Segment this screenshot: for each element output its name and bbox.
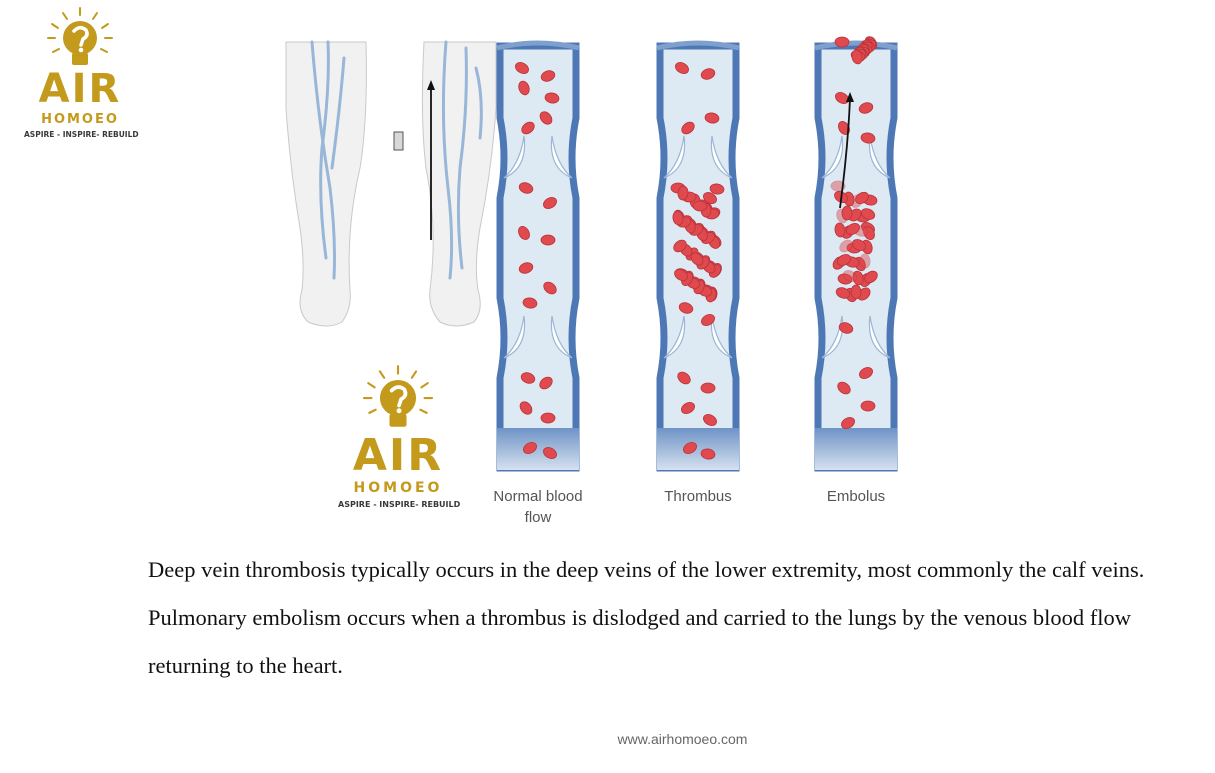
red-blood-cell — [835, 37, 849, 47]
red-blood-cell — [541, 235, 555, 245]
vein-wall — [818, 46, 894, 468]
brand-sub: HOMOEO — [353, 480, 443, 496]
brand-name: AIR — [38, 66, 122, 112]
label-embolus: Embolus — [826, 488, 886, 505]
label-normal-blood-flow: Normal blood flow — [493, 488, 583, 526]
red-blood-cell — [693, 201, 707, 211]
vein-segment-lower — [657, 428, 739, 470]
vein-segment-lower — [497, 428, 579, 470]
website-link[interactable]: www.airhomoeo.com — [617, 731, 748, 747]
brand-logo-middle — [338, 364, 461, 512]
vein-thrombus — [657, 43, 739, 470]
brand-name: AIR — [352, 430, 444, 481]
red-blood-cell — [851, 285, 861, 299]
vein-wall — [500, 46, 576, 468]
red-blood-cell — [842, 206, 852, 220]
vein-normal — [497, 43, 579, 470]
brand-logo-top — [24, 6, 139, 139]
caption-paragraph: Deep vein thrombosis typically occurs in the deep veins of the lower extremity, most commonly the calf veins. Pulmonary embolism occurs when a thrombus is dislodged and carried to the lungs by the venous blood flow returning to the heart. — [148, 557, 1145, 678]
brand-tagline: ASPIRE - INSPIRE- REBUILD — [338, 500, 461, 509]
vein-embolus — [815, 34, 897, 470]
brand-tagline: ASPIRE - INSPIRE- REBUILD — [24, 130, 139, 139]
red-blood-cell — [541, 413, 555, 423]
red-blood-cell — [861, 401, 875, 411]
lower-legs-illustration — [286, 42, 496, 326]
lightbulb-head-icon — [45, 6, 115, 70]
lightbulb-head-icon — [360, 364, 436, 432]
vein-segment-lower — [815, 428, 897, 470]
red-blood-cell — [701, 383, 715, 393]
brand-sub: HOMOEO — [41, 112, 119, 127]
label-thrombus: Thrombus — [664, 488, 732, 505]
